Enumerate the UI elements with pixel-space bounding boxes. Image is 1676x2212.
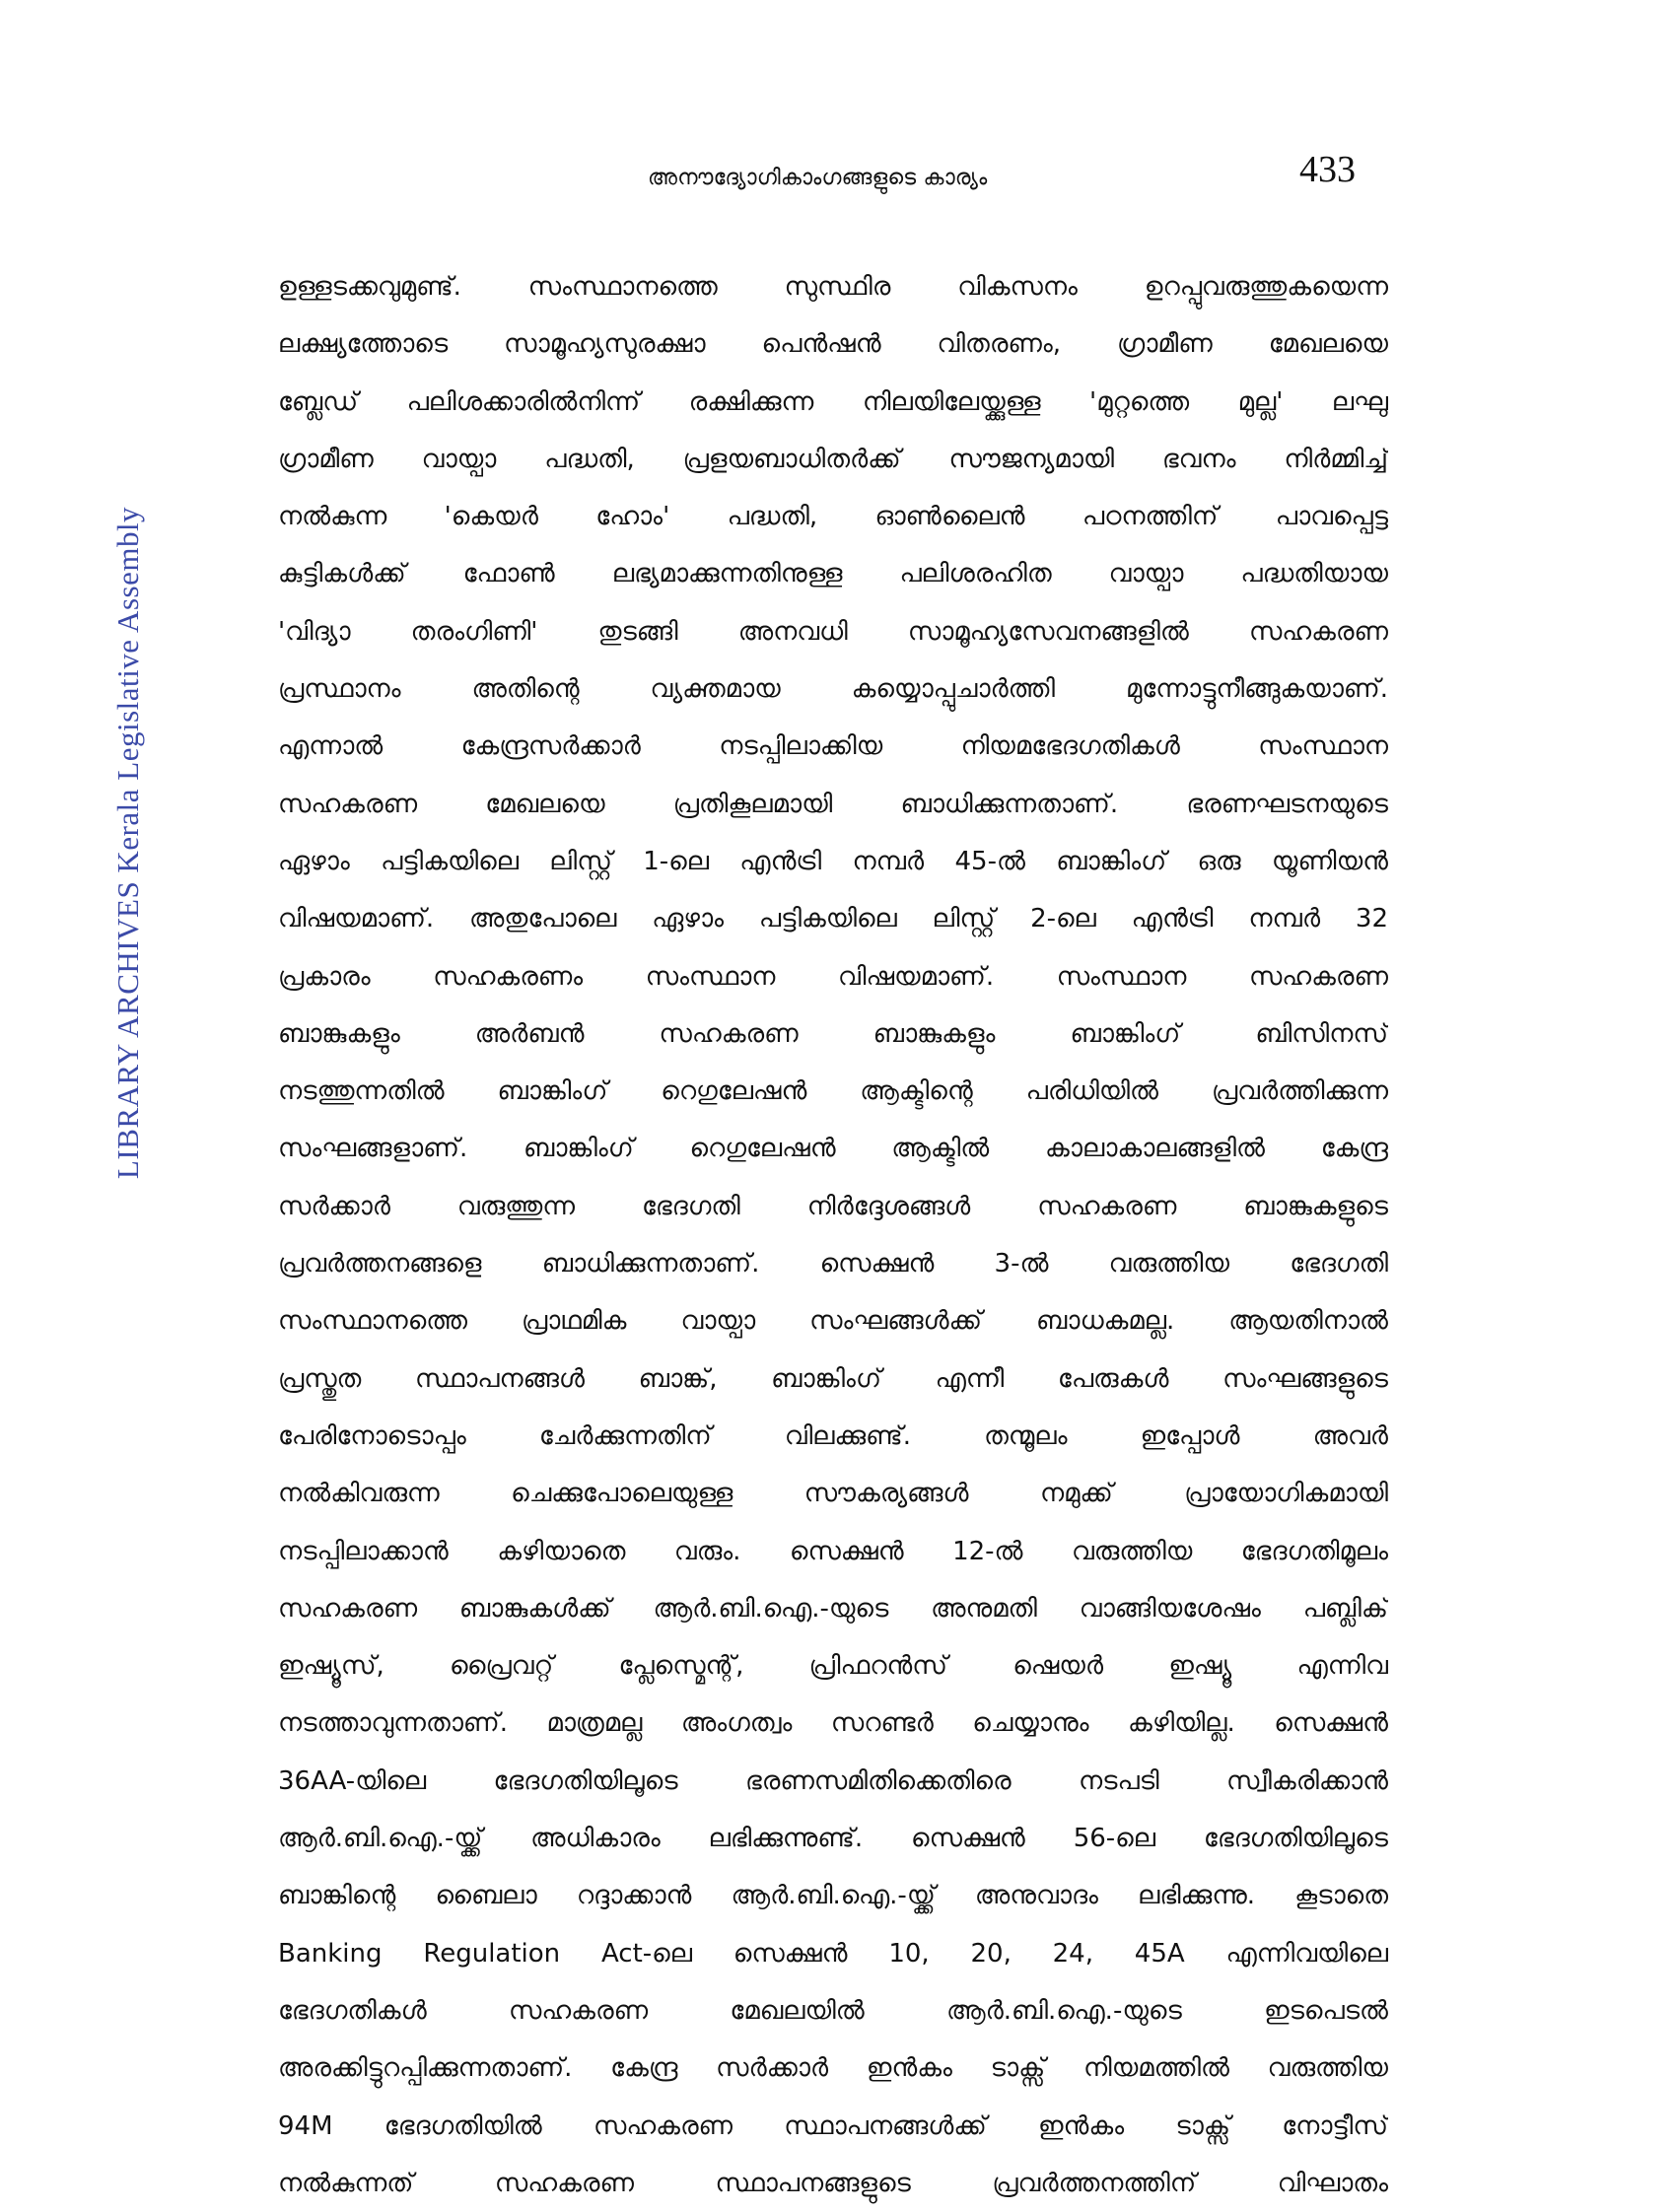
text-line: ഭേദഗതികൾ സഹകരണ മേഖലയിൽ ആർ.ബി.ഐ.-യുടെ ഇടപെടൽ — [278, 1995, 1388, 2026]
text-line: ഗ്രാമീണ വായ്പാ പദ്ധതി, പ്രളയബാധിതർക്ക് സൗജന്യമായി ഭവനം നിർമ്മിച്ച് — [278, 444, 1388, 474]
text-line: ഏഴാം പട്ടികയിലെ ലിസ്റ്റ് 1-ലെ എൻട്രി നമ്പർ 45-ൽ ബാങ്കിംഗ് ഒരു യൂണിയൻ — [278, 846, 1388, 876]
text-line: ബ്ലേഡ് പലിശക്കാരിൽനിന്ന് രക്ഷിക്കുന്ന നിലയിലേയ്ക്കുള്ള 'മുറ്റത്തെ മുല്ല' ലഘു — [278, 386, 1388, 417]
text-line: നൽകുന്ന 'കെയർ ഹോം' പദ്ധതി, ഓൺലൈൻ പഠനത്തിന് പാവപ്പെട്ട — [278, 502, 1388, 532]
archive-watermark: LIBRARY ARCHIVES Kerala Legislative Assembly — [110, 506, 145, 1180]
text-line: പേരിനോടൊപ്പം ചേർക്കുന്നതിന് വിലക്കുണ്ട്. തന്മൂലം ഇപ്പോൾ അവർ — [278, 1420, 1388, 1451]
text-line: നടപ്പിലാക്കാൻ കഴിയാതെ വരും. സെക്ഷൻ 12-ൽ വരുത്തിയ ഭേദഗതിമൂലം — [278, 1536, 1388, 1566]
text-line: സംഘങ്ങളാണ്. ബാങ്കിംഗ് റെഗുലേഷൻ ആക്ടിൽ കാലാകാലങ്ങളിൽ കേന്ദ്ര — [278, 1134, 1388, 1164]
text-line: ആർ.ബി.ഐ.-യ്ക്ക് അധികാരം ലഭിക്കുന്നുണ്ട്. സെക്ഷൻ 56-ലെ ഭേദഗതിയിലൂടെ — [278, 1824, 1388, 1854]
text-line: സംസ്ഥാനത്തെ പ്രാഥമിക വായ്പാ സംഘങ്ങൾക്ക് ബാധകമല്ല. ആയതിനാൽ — [278, 1306, 1388, 1337]
page-number: 433 — [1299, 149, 1356, 190]
text-line: പ്രസ്ഥാനം അതിന്റെ വ്യക്തമായ കയ്യൊപ്പുചാർത്തി മുന്നോട്ടുനീങ്ങുകയാണ്. — [278, 674, 1388, 705]
text-line: 36AA-യിലെ ഭേദഗതിയിലൂടെ ഭരണസമിതിക്കെതിരെ നടപടി സ്വീകരിക്കാൻ — [278, 1765, 1388, 1796]
running-title: അനൗദ്യോഗികാംഗങ്ങളുടെ കാര്യം — [648, 166, 988, 190]
text-line: ഇഷ്യൂസ്, പ്രൈവറ്റ് പ്ലേസ്മെന്റ്, പ്രിഫറൻസ് ഷെയർ ഇഷ്യൂ എന്നിവ — [278, 1651, 1388, 1682]
text-line: ഉള്ളടക്കവുമുണ്ട്. സംസ്ഥാനത്തെ സുസ്ഥിര വികസനം ഉറപ്പുവരുത്തുകയെന്ന — [278, 272, 1388, 302]
text-line: നടത്തുന്നതിൽ ബാങ്കിംഗ് റെഗുലേഷൻ ആക്ടിന്റെ പരിധിയിൽ പ്രവർത്തിക്കുന്ന — [278, 1076, 1388, 1107]
text-line: ബാങ്കിന്റെ ബൈലാ റദ്ദാക്കാൻ ആർ.ബി.ഐ.-യ്ക്ക് അനുവാദം ലഭിക്കുന്നു. കൂടാതെ — [278, 1881, 1388, 1911]
text-line: സഹകരണ ബാങ്കുകൾക്ക് ആർ.ബി.ഐ.-യുടെ അനുമതി വാങ്ങിയശേഷം പബ്ലിക് — [278, 1593, 1388, 1624]
text-line: ബാങ്കുകളും അർബൻ സഹകരണ ബാങ്കുകളും ബാങ്കിംഗ് ബിസിനസ് — [278, 1018, 1388, 1049]
text-line: നടത്താവുന്നതാണ്. മാത്രമല്ല അംഗത്വം സറണ്ടർ ചെയ്യാനും കഴിയില്ല. സെക്ഷൻ — [278, 1708, 1388, 1739]
text-line: ലക്ഷ്യത്തോടെ സാമൂഹ്യസുരക്ഷാ പെൻഷൻ വിതരണം, ഗ്രാമീണ മേഖലയെ — [278, 329, 1388, 360]
text-line: സർക്കാർ വരുത്തുന്ന ഭേദഗതി നിർദ്ദേശങ്ങൾ സഹകരണ ബാങ്കുകളുടെ — [278, 1191, 1388, 1221]
text-line: നൽകിവരുന്ന ചെക്കുപോലെയുള്ള സൗകര്യങ്ങൾ നമുക്ക് പ്രായോഗികമായി — [278, 1479, 1388, 1509]
text-line: പ്രസ്തുത സ്ഥാപനങ്ങൾ ബാങ്ക്, ബാങ്കിംഗ് എന്നീ പേരുകൾ സംഘങ്ങളുടെ — [278, 1363, 1388, 1394]
text-line: പ്രവർത്തനങ്ങളെ ബാധിക്കുന്നതാണ്. സെക്ഷൻ 3-ൽ വരുത്തിയ ഭേദഗതി — [278, 1249, 1388, 1279]
text-line: പ്രകാരം സഹകരണം സംസ്ഥാന വിഷയമാണ്. സംസ്ഥാന സഹകരണ — [278, 961, 1388, 992]
text-line: എന്നാൽ കേന്ദ്രസർക്കാർ നടപ്പിലാക്കിയ നിയമഭേദഗതികൾ സംസ്ഥാന — [278, 731, 1388, 762]
text-line: Banking Regulation Act-ലെ സെക്ഷൻ 10, 20, 24, 45A എന്നിവയിലെ — [278, 1938, 1388, 1969]
text-line: 'വിദ്യാ തരംഗിണി' തുടങ്ങി അനവധി സാമൂഹ്യസേവനങ്ങളിൽ സഹകരണ — [278, 616, 1388, 647]
text-line: കുട്ടികൾക്ക് ഫോൺ ലഭ്യമാക്കുന്നതിനുള്ള പലിശരഹിത വായ്പാ പദ്ധതിയായ — [278, 559, 1388, 589]
text-line: അരക്കിട്ടുറപ്പിക്കുന്നതാണ്. കേന്ദ്ര സർക്കാർ ഇൻകം ടാക്സ് നിയമത്തിൽ വരുത്തിയ — [278, 2053, 1388, 2084]
text-line: വിഷയമാണ്. അതുപോലെ ഏഴാം പട്ടികയിലെ ലിസ്റ്റ് 2-ലെ എൻട്രി നമ്പർ 32 — [278, 904, 1388, 934]
text-line: സഹകരണ മേഖലയെ പ്രതികൂലമായി ബാധിക്കുന്നതാണ്. ഭരണഘടനയുടെ — [278, 789, 1388, 819]
body-text — [278, 258, 1388, 2212]
text-line: നൽകുന്നത് സഹകരണ സ്ഥാപനങ്ങളുടെ പ്രവർത്തനത്തിന് വിഘാതം — [278, 2168, 1388, 2198]
text-line: 94M ഭേദഗതിയിൽ സഹകരണ സ്ഥാപനങ്ങൾക്ക് ഇൻകം ടാക്സ് നോട്ടീസ് — [278, 2110, 1388, 2141]
page-header — [0, 148, 1676, 207]
